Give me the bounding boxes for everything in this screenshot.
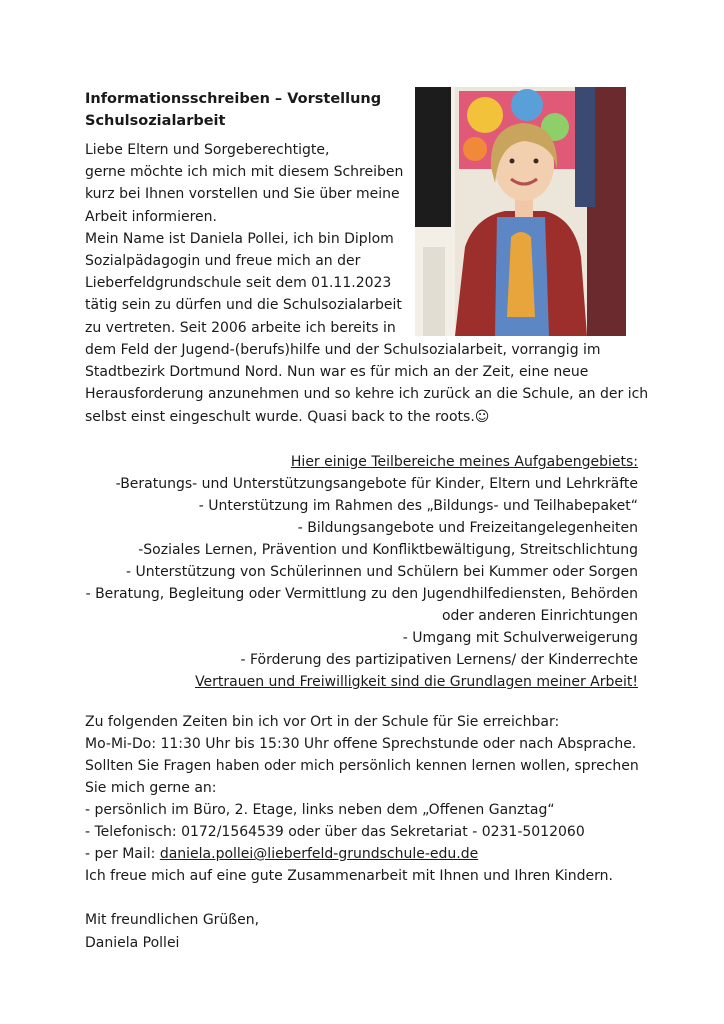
title-line-2: Schulsozialarbeit (85, 113, 226, 129)
intro-continued (85, 339, 648, 428)
title-line-1: Informationsschreiben – Vorstellung (85, 91, 382, 107)
task-item: - Beratung, Begleitung oder Vermittlung zu den Jugendhilfediensten, Behörden (85, 586, 638, 602)
intro-line: Mein Name ist Daniela Pollei, ich bin Diplom (85, 230, 394, 247)
task-item: - Bildungsangebote und Freizeitangelegenheiten (297, 520, 638, 536)
intro-wide-line: selbst einst eingeschult wurde. Quasi back to the roots.☺ (85, 408, 490, 425)
tasks-closing: Vertrauen und Freiwilligkeit sind die Grundlagen meiner Arbeit! (195, 674, 638, 690)
intro-line: kurz bei Ihnen vorstellen und Sie über meine (85, 186, 400, 203)
contact-line: Sollten Sie Fragen haben oder mich persönlich kennen lernen wollen, sprechen (85, 758, 639, 774)
intro-line: tätig sein zu dürfen und die Schulsozialarbeit (85, 297, 402, 314)
signature-name: Daniela Pollei (85, 935, 180, 951)
intro-line: Sozialpädagogin und freue mich an der (85, 253, 361, 270)
task-item: -Beratungs- und Unterstützungsangebote für Kinder, Eltern und Lehrkräfte (115, 476, 638, 492)
intro-wide-line: Stadtbezirk Dortmund Nord. Nun war es für mich an der Zeit, eine neue (85, 364, 589, 381)
contact-line: Sie mich gerne an: (85, 780, 217, 796)
letter-title (85, 88, 381, 132)
task-item: - Umgang mit Schulverweigerung (402, 630, 638, 646)
task-item: - Unterstützung im Rahmen des „Bildungs- und Teilhabepaket“ (198, 498, 638, 514)
intro-line: Liebe Eltern und Sorgeberechtigte, (85, 142, 330, 158)
contact-final: Ich freue mich auf eine gute Zusammenarbeit mit Ihnen und Ihren Kindern. (85, 868, 613, 884)
tasks-heading: Hier einige Teilbereiche meines Aufgabengebiets: (290, 454, 638, 470)
portrait-photo (415, 87, 626, 336)
intro-line: Lieberfeldgrundschule seit dem 01.11.2023 (85, 275, 392, 292)
greeting: Mit freundlichen Grüßen, (85, 912, 260, 928)
contact-line: Zu folgenden Zeiten bin ich vor Ort in der Schule für Sie erreichbar: (85, 714, 560, 730)
contact-line: Mo-Mi-Do: 11:30 Uhr bis 15:30 Uhr offene Sprechstunde oder nach Absprache. (85, 736, 637, 752)
task-item: - Unterstützung von Schülerinnen und Schülern bei Kummer oder Sorgen (125, 564, 638, 580)
email-link[interactable]: daniela.pollei@lieberfeld-grundschule-edu.de (159, 846, 479, 862)
contact-section (85, 711, 639, 887)
contact-mail-line (85, 843, 639, 865)
intro-line: gerne möchte ich mich mit diesem Schreiben (85, 164, 404, 181)
intro-wide-line: dem Feld der Jugend-(berufs)hilfe und der Schulsozialarbeit, vorrangig im (85, 342, 601, 358)
closing-section (85, 909, 259, 955)
intro-line: Arbeit informieren. (85, 208, 217, 225)
contact-line: - Telefonisch: 0172/1564539 oder über das Sekretariat - 0231-5012060 (85, 824, 585, 840)
task-item: - Förderung des partizipativen Lernens/ der Kinderrechte (240, 652, 638, 668)
task-item: oder anderen Einrichtungen (441, 608, 638, 624)
mail-prefix: - per Mail: (85, 846, 160, 862)
intro-wide-line: Herausforderung anzunehmen und so kehre ich zurück an die Schule, an der ich (85, 386, 649, 403)
intro-line: zu vertreten. Seit 2006 arbeite ich bereits in (85, 319, 396, 336)
contact-line: - persönlich im Büro, 2. Etage, links neben dem „Offenen Ganztag“ (85, 802, 555, 818)
task-item: -Soziales Lernen, Prävention und Konfliktbewältigung, Streitschlichtung (138, 542, 638, 558)
intro-paragraph (85, 139, 415, 339)
tasks-section (86, 451, 638, 693)
